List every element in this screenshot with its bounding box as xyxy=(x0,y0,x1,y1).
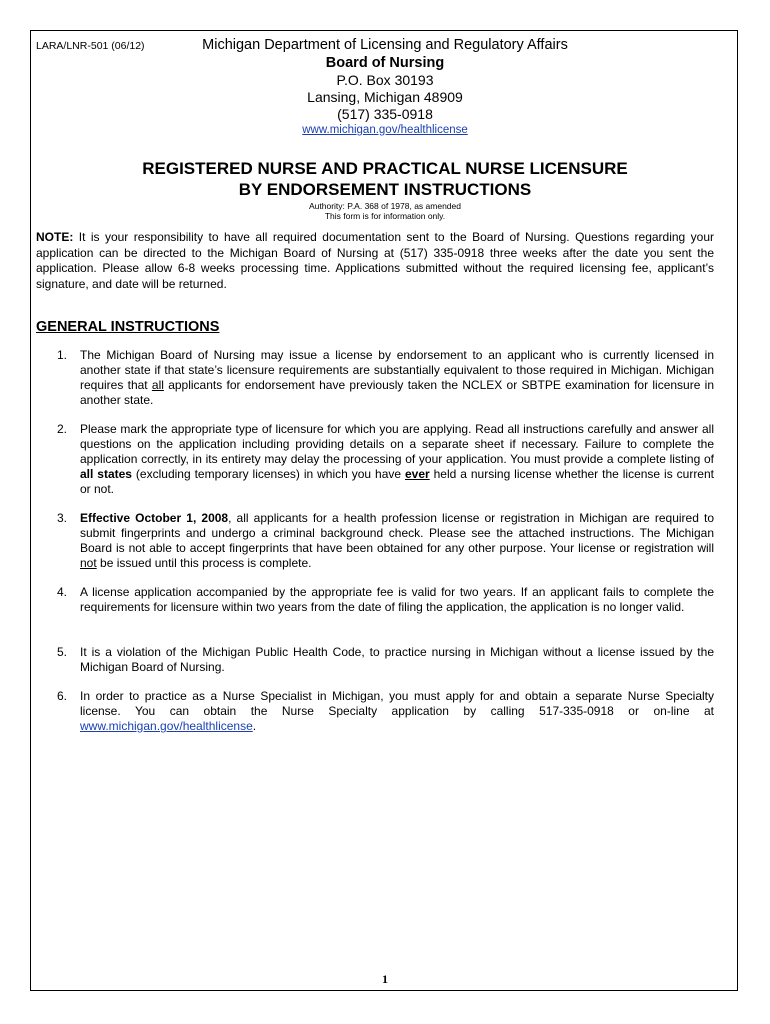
header-website-link[interactable]: www.michigan.gov/healthlicense xyxy=(302,124,468,136)
healthlicense-link[interactable]: www.michigan.gov/healthlicense xyxy=(80,719,253,733)
emphasis-not: not xyxy=(80,556,97,570)
document-title xyxy=(0,158,770,200)
instruction-item xyxy=(36,689,714,734)
page-number: 1 xyxy=(382,972,388,986)
item-number: 5. xyxy=(57,645,68,659)
po-box: P.O. Box 30193 xyxy=(336,72,434,88)
instruction-item xyxy=(36,645,714,675)
authority-block xyxy=(0,201,770,221)
title-line-2: BY ENDORSEMENT INSTRUCTIONS xyxy=(238,180,532,199)
item-text: It is a violation of the Michigan Public Health Code, to practice nursing in Michigan without a license issued by the Michigan Board of Nursing. xyxy=(80,645,714,674)
emphasis-all: all xyxy=(151,378,164,392)
item-number: 1. xyxy=(57,348,68,362)
info-only-text: This form is for information only. xyxy=(324,211,446,221)
item-text: The Michigan Board of Nursing may issue a license by endorsement to an applicant who is currently licensed in another state if that state’s licensure requirements are substantially equivalent to those required in Michigan. Michigan requires that all applicants for endorsement have previously taken the NCLEX or SBTPE examination for licensure in another state. xyxy=(80,348,714,407)
item-text: Effective October 1, 2008, all applicants for a health profession license or registration in Michigan are required to submit fingerprints and undergo a criminal background check. Please see the attached instructions. The Michigan Board is not able to accept fingerprints that have been obtained for any other purpose. Your license or registration will not be issued until this process is complete. xyxy=(80,511,714,570)
instruction-item xyxy=(36,511,714,571)
form-id: LARA/LNR-501 (06/12) xyxy=(36,40,145,52)
emphasis-effective-date: Effective October 1, 2008 xyxy=(80,511,229,525)
item-text: Please mark the appropriate type of licensure for which you are applying. Read all instructions carefully and answer all questions on the application including providing details on a separate sheet if necessary. Failure to complete the application correctly, in its entirety may delay the processing of your application. You must provide a complete listing of all states (excluding temporary licenses) in which you have ever held a nursing license whether the license is current or not. xyxy=(80,422,714,496)
department-name: Michigan Department of Licensing and Regulatory Affairs xyxy=(202,37,568,53)
instruction-item xyxy=(36,422,714,497)
board-name: Board of Nursing xyxy=(325,55,445,71)
note-text: It is your responsibility to have all required documentation sent to the Board of Nursing. Questions regarding your application can be directed to the Michigan Board of Nursing at (517) 335-0918 three weeks after the date you sent the application. Please allow 6-8 weeks processing time. Applications submitted without the required licensing fee, applicant’s signature, and date will be returned. xyxy=(36,230,714,291)
instruction-item xyxy=(36,585,714,615)
emphasis-all-states: all states xyxy=(80,467,132,481)
item-text: In order to practice as a Nurse Specialist in Michigan, you must apply for and obtain a separate Nurse Specialty license. You can obtain the Nurse Specialty application by calling 517-335-0918 or on-line at www.michigan.gov/healthlicense. xyxy=(80,689,714,733)
item-number: 2. xyxy=(57,422,68,436)
agency-header xyxy=(0,36,770,138)
phone-number: (517) 335-0918 xyxy=(337,106,433,122)
instruction-item xyxy=(36,348,714,408)
note-label: NOTE: xyxy=(36,230,74,244)
item-number: 6. xyxy=(57,689,68,703)
note-paragraph xyxy=(36,230,714,292)
item-number: 4. xyxy=(57,585,68,599)
authority-text: Authority: P.A. 368 of 1978, as amended xyxy=(308,201,461,211)
item-text: A license application accompanied by the appropriate fee is valid for two years. If an applicant fails to complete the requirements for licensure within two years from the date of filing the application, the application is no longer valid. xyxy=(80,585,714,614)
emphasis-ever: ever xyxy=(404,467,430,481)
title-line-1: REGISTERED NURSE AND PRACTICAL NURSE LICENSURE xyxy=(142,159,628,178)
section-title: GENERAL INSTRUCTIONS xyxy=(36,319,220,335)
item-number: 3. xyxy=(57,511,68,525)
city-address: Lansing, Michigan 48909 xyxy=(307,89,463,105)
